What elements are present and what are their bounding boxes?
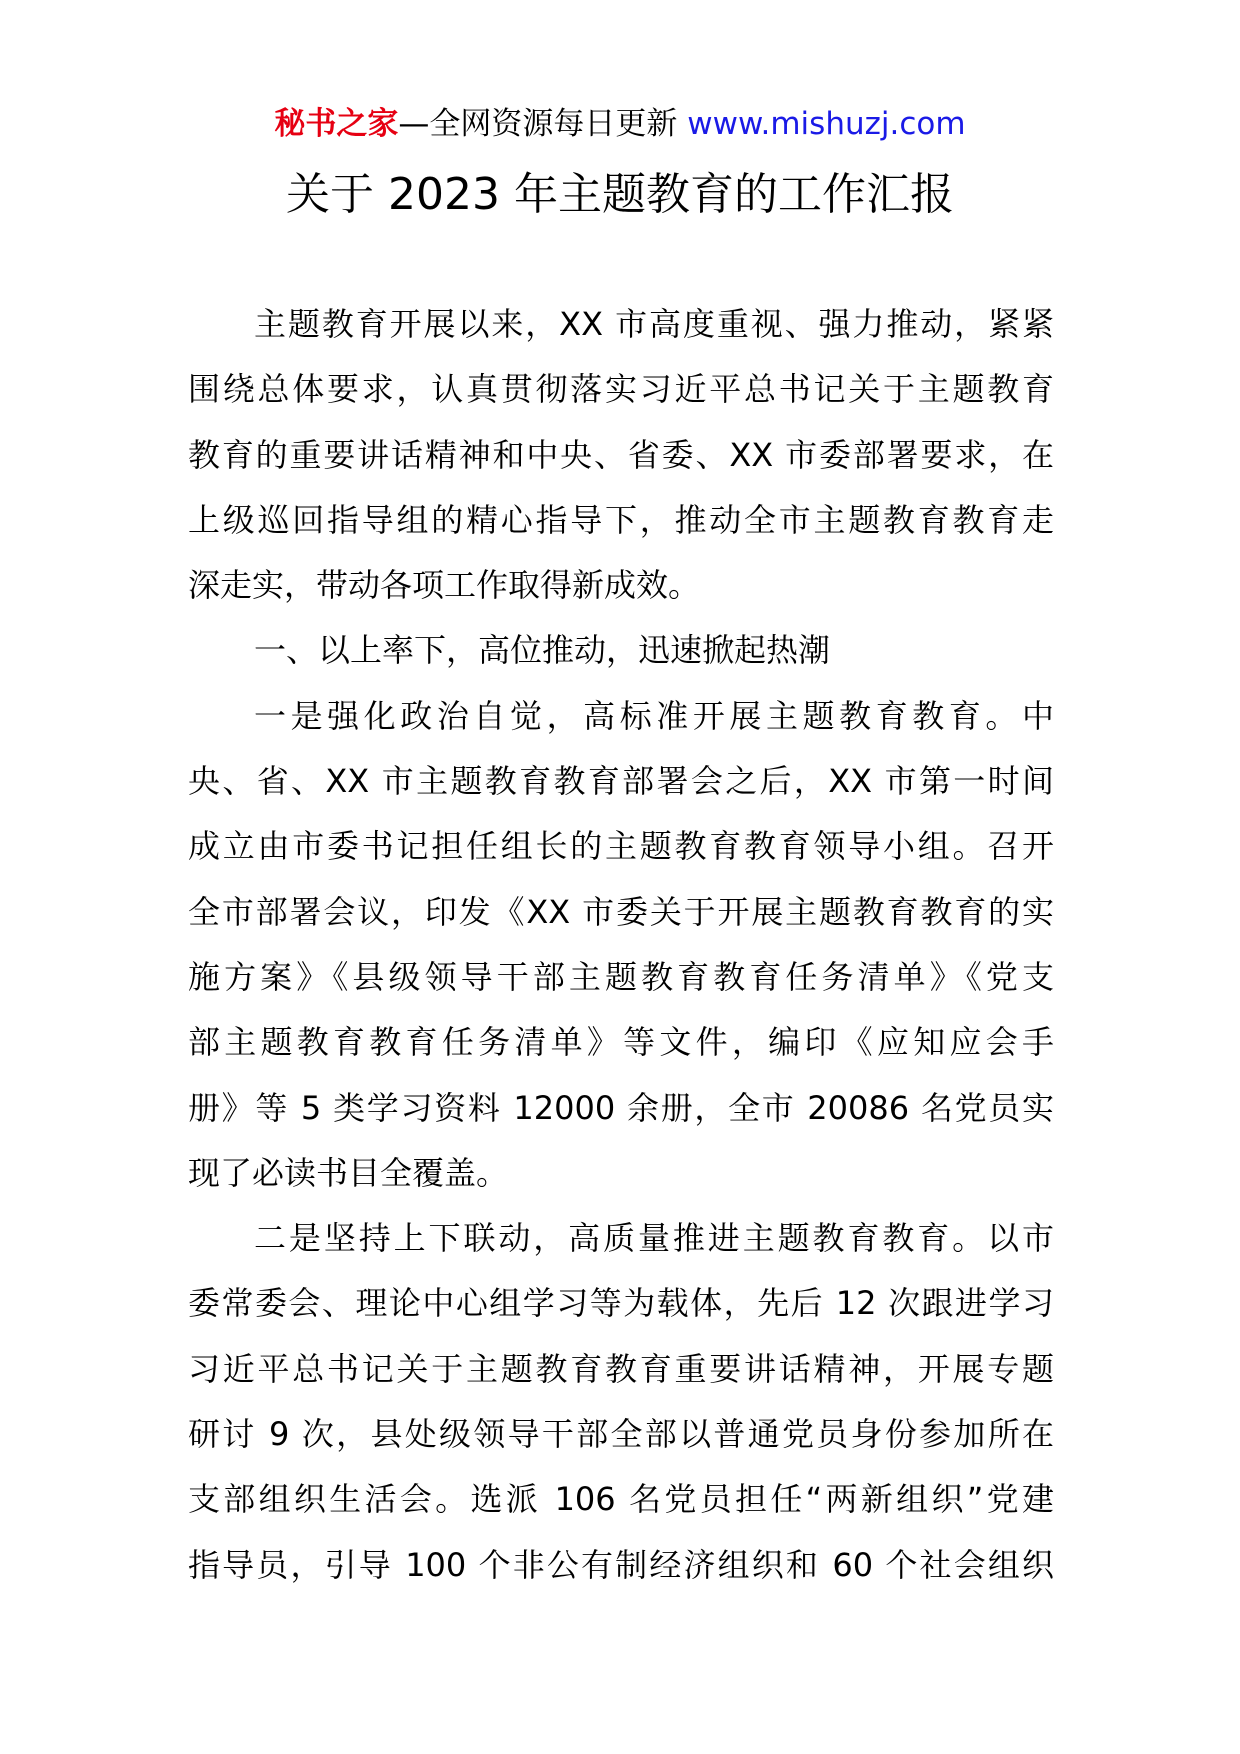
paragraph [188, 1206, 1054, 1598]
paragraph-line: 主题教育开展以来，XX 市高度重视、强力推动，紧紧 [254, 305, 1054, 343]
paragraph-line: 一、以上率下，高位推动，迅速掀起热潮 [254, 631, 831, 670]
paragraph-line: 全市部署会议，印发《XX 市委关于开展主题教育教育的实 [188, 892, 1054, 931]
paragraph-line: 施方案》《县级领导干部主题教育教育任务清单》《党支 [188, 957, 1054, 996]
paragraph-line: 二是坚持上下联动，高质量推进主题教育教育。以市 [254, 1219, 1054, 1258]
document-body [188, 292, 1054, 1598]
banner-slogan: —全网资源每日更新 [398, 106, 678, 142]
paragraph-line: 习近平总书记关于主题教育教育重要讲话精神，开展专题 [188, 1349, 1054, 1388]
paragraph-line: 部主题教育教育任务清单》等文件，编印《应知应会手 [188, 1023, 1054, 1062]
paragraph-line: 研讨 9 次，县处级领导干部全部以普通党员身份参加所在 [188, 1415, 1054, 1454]
paragraph-line: 围绕总体要求，认真贯彻落实习近平总书记关于主题教育 [188, 370, 1054, 409]
paragraph-line: 一是强化政治自觉，高标准开展主题教育教育。中 [254, 696, 1054, 735]
paragraph-line: 教育的重要讲话精神和中央、省委、XX 市委部署要求，在 [188, 435, 1054, 474]
paragraph [188, 292, 1054, 618]
site-banner [0, 100, 1240, 148]
paragraph [188, 684, 1054, 1206]
paragraph [188, 618, 1054, 683]
paragraph-line: 册》等 5 类学习资料 12000 余册，全市 20086 名党员实 [188, 1088, 1054, 1127]
brand-name: 秘书之家 [274, 106, 399, 142]
document-title: 关于 2023 年主题教育的工作汇报 [286, 169, 954, 220]
site-url-link[interactable]: www.mishuzj.com [687, 106, 966, 142]
paragraph-line: 央、省、XX 市主题教育教育部署会之后，XX 市第一时间 [188, 762, 1054, 801]
paragraph-line: 现了必读书目全覆盖。 [188, 1153, 509, 1192]
paragraph-line: 成立由市委书记担任组长的主题教育教育领导小组。召开 [188, 827, 1054, 866]
paragraph-line: 指导员，引导 100 个非公有制经济组织和 60 个社会组织 [188, 1545, 1054, 1584]
paragraph-line: 支部组织生活会。选派 106 名党员担任“两新组织”党建 [188, 1480, 1054, 1519]
paragraph-line: 委常委会、理论中心组学习等为载体，先后 12 次跟进学习 [188, 1284, 1054, 1323]
paragraph-line: 上级巡回指导组的精心指导下，推动全市主题教育教育走 [188, 500, 1054, 539]
paragraph-line: 深走实，带动各项工作取得新成效。 [188, 566, 701, 605]
